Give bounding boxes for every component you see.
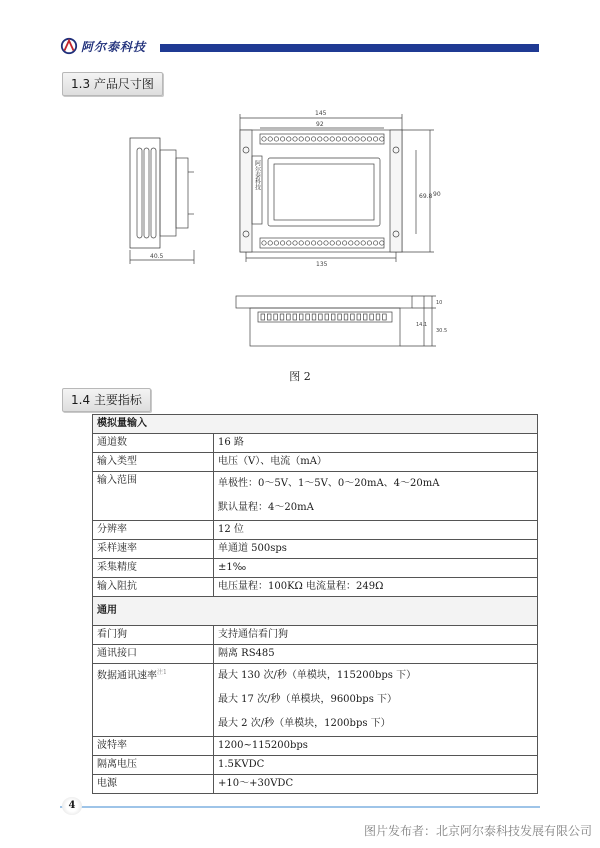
footnote-marker: 注1	[157, 669, 167, 676]
header-bar	[160, 44, 539, 52]
analog-rows	[93, 434, 538, 597]
table-row-category	[93, 597, 538, 626]
spec-label: 数据通讯速率$^{注1}$	[93, 664, 214, 737]
terminal-screw	[336, 137, 340, 141]
spec-label: 分辨率	[93, 521, 214, 540]
terminal-screw	[380, 241, 384, 245]
terminal-screw	[305, 137, 309, 141]
spec-label: 采集精度	[93, 559, 214, 578]
terminal-pin	[319, 314, 323, 320]
terminal-screw	[268, 241, 272, 245]
spec-value: 16 路	[214, 434, 538, 453]
table-row	[93, 521, 538, 540]
terminal-screw	[330, 137, 334, 141]
terminal-screw	[311, 137, 315, 141]
table-row	[93, 453, 538, 472]
general-rows	[93, 626, 538, 794]
terminal-screw	[299, 241, 303, 245]
terminal-pin	[306, 314, 310, 320]
top-terminal-block	[262, 137, 384, 141]
terminal-pin	[287, 314, 291, 320]
spec-table	[92, 414, 538, 794]
spec-value: 12 位	[214, 521, 538, 540]
terminal-pin	[293, 314, 297, 320]
spec-value: 支持通信看门狗	[214, 626, 538, 645]
terminal-pin	[363, 314, 367, 320]
terminal-pin	[280, 314, 284, 320]
terminal-screw	[367, 137, 371, 141]
footer-credit: 图片发布者：北京阿尔泰科技发展有限公司	[363, 824, 592, 838]
dim-overall-width: 145	[315, 110, 327, 117]
terminal-screw	[349, 241, 353, 245]
dim-side-width: 40.5	[150, 253, 164, 260]
terminal-screw	[361, 137, 365, 141]
bottom-terminal-block	[262, 241, 384, 245]
terminal-pin	[312, 314, 316, 320]
terminal-screw	[305, 241, 309, 245]
front-terminal-block	[261, 314, 386, 320]
terminal-pin	[370, 314, 374, 320]
terminal-screw	[293, 137, 297, 141]
table-row	[93, 578, 538, 597]
table-row	[93, 434, 538, 453]
page-number: 4	[62, 797, 82, 815]
terminal-screw	[324, 137, 328, 141]
section-title-dimensions: 1.3 产品尺寸图	[62, 72, 163, 96]
terminal-screw	[373, 137, 377, 141]
top-view	[240, 130, 402, 252]
dim-side-top: 10	[436, 300, 443, 306]
terminal-pin	[383, 314, 387, 320]
spec-label: 通讯接口	[93, 645, 214, 664]
spec-value: 单通道 500sps	[214, 540, 538, 559]
table-row	[93, 645, 538, 664]
brand-name: 阿尔泰科技	[81, 39, 147, 54]
terminal-screw	[293, 241, 297, 245]
terminal-pin	[344, 314, 348, 320]
spec-label: 输入阻抗	[93, 578, 214, 597]
spec-value: 电压量程：100KΩ 电流量程：249Ω	[214, 578, 538, 597]
terminal-screw	[355, 137, 359, 141]
figure-caption: 图 2	[289, 370, 311, 383]
terminal-screw	[287, 137, 291, 141]
dim-side-mid: 14.1	[416, 322, 428, 328]
terminal-screw	[367, 241, 371, 245]
terminal-pin	[331, 314, 335, 320]
dim-right-inner: 69.8	[419, 193, 433, 200]
terminal-screw	[349, 137, 353, 141]
terminal-screw	[311, 241, 315, 245]
table-row	[93, 540, 538, 559]
table-row	[93, 626, 538, 645]
terminal-pin	[351, 314, 355, 320]
dim-bottom-width: 135	[316, 261, 328, 268]
spec-label: 输入类型	[93, 453, 214, 472]
dimension-drawing	[120, 100, 460, 355]
terminal-screw	[262, 137, 266, 141]
spec-value: 最大 130 次/秒（单模块，115200bps 下） 最大 17 次/秒（单模块，9600bps 下） 最大 2 次/秒（单模块，1200bps 下）	[214, 664, 538, 737]
terminal-screw	[268, 137, 272, 141]
spec-value: ±1‰	[214, 559, 538, 578]
terminal-screw	[342, 137, 346, 141]
terminal-screw	[318, 137, 322, 141]
terminal-screw	[280, 137, 284, 141]
terminal-screw	[274, 137, 278, 141]
spec-value: 单极性：0～5V、1～5V、0～20mA、4～20mA 默认量程：4～20mA	[214, 472, 538, 521]
terminal-screw	[355, 241, 359, 245]
dim-right-height: 90	[433, 191, 441, 198]
brand	[60, 36, 165, 56]
terminal-pin	[299, 314, 303, 320]
terminal-pin	[267, 314, 271, 320]
table-row	[93, 472, 538, 521]
dim-side-height: 30.5	[436, 328, 448, 334]
terminal-pin	[325, 314, 329, 320]
spec-value: 1.5KVDC	[214, 756, 538, 775]
spec-label: 隔离电压	[93, 756, 214, 775]
spec-value: 电压（V）、电流（mA）	[214, 453, 538, 472]
side-view	[130, 138, 194, 264]
table-row	[93, 756, 538, 775]
table-row-category	[93, 415, 538, 434]
terminal-screw	[373, 241, 377, 245]
footer-line	[60, 806, 540, 808]
terminal-screw	[299, 137, 303, 141]
terminal-screw	[274, 241, 278, 245]
brand-logo-icon	[60, 37, 78, 55]
terminal-screw	[280, 241, 284, 245]
spec-label: 波特率	[93, 737, 214, 756]
spec-value: 1200~115200bps	[214, 737, 538, 756]
dim-terminal-span: 92	[316, 121, 324, 128]
table-row	[93, 664, 538, 737]
spec-label: 通道数	[93, 434, 214, 453]
terminal-pin	[274, 314, 278, 320]
spec-label: 电源	[93, 775, 214, 794]
terminal-screw	[342, 241, 346, 245]
section-title-specs: 1.4 主要指标	[62, 388, 151, 412]
terminal-pin	[357, 314, 361, 320]
spec-value: +10～+30VDC	[214, 775, 538, 794]
table-row	[93, 775, 538, 794]
terminal-screw	[287, 241, 291, 245]
spec-label: 采样速率	[93, 540, 214, 559]
terminal-screw	[318, 241, 322, 245]
front-view	[236, 296, 436, 346]
module-label: 阿尔泰科技	[253, 160, 261, 190]
terminal-pin	[261, 314, 265, 320]
terminal-screw	[262, 241, 266, 245]
table-row	[93, 559, 538, 578]
terminal-screw	[336, 241, 340, 245]
spec-label: 看门狗	[93, 626, 214, 645]
category-analog-input: 模拟量输入	[93, 415, 538, 434]
terminal-pin	[338, 314, 342, 320]
terminal-screw	[330, 241, 334, 245]
terminal-screw	[380, 137, 384, 141]
category-general: 通用	[93, 597, 538, 626]
terminal-screw	[324, 241, 328, 245]
table-row	[93, 737, 538, 756]
terminal-screw	[361, 241, 365, 245]
spec-value: 隔离 RS485	[214, 645, 538, 664]
terminal-pin	[376, 314, 380, 320]
spec-label: 输入范围	[93, 472, 214, 521]
